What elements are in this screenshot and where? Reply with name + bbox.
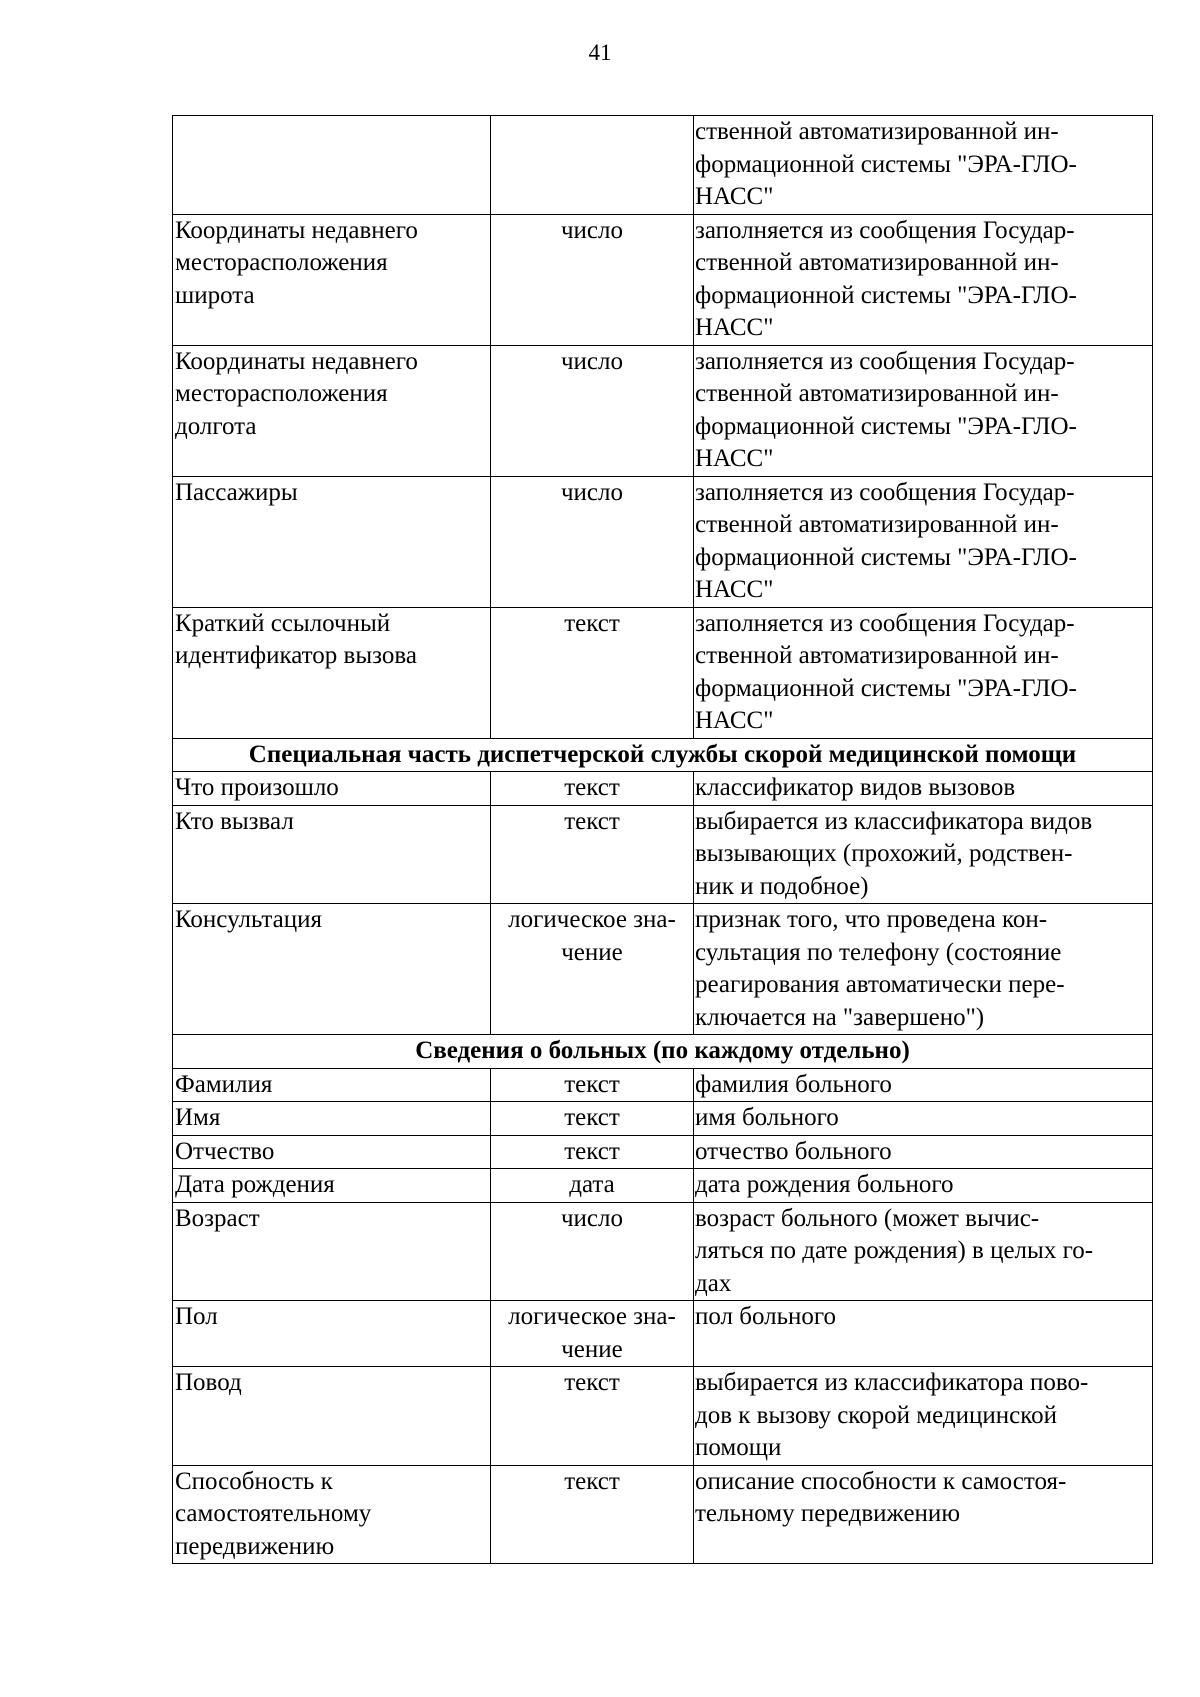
field-type-cell: текст [491, 1135, 694, 1169]
field-type-cell: число [491, 476, 694, 607]
field-type-cell: число [491, 214, 694, 345]
field-description-cell: заполняется из сообщения Государ- ственной автоматизированной ин- формационной системы "ЭРА-ГЛО- НАСС" [694, 345, 1153, 476]
field-name-cell: Имя [173, 1102, 491, 1136]
field-type-cell: текст [491, 1068, 694, 1102]
field-type-cell: текст [491, 805, 694, 904]
field-name-cell: Краткий ссылочный идентификатор вызова [173, 607, 491, 738]
table-row [173, 1202, 1153, 1301]
field-description-cell: дата рождения больного [694, 1169, 1153, 1203]
field-description-cell: фамилия больного [694, 1068, 1153, 1102]
page-number: 41 [588, 40, 612, 65]
table-row [173, 904, 1153, 1035]
table-row [173, 1169, 1153, 1203]
field-name-cell: Способность к самостоятельному передвижению [173, 1465, 491, 1564]
field-type-cell: дата [491, 1169, 694, 1203]
field-description-cell: заполняется из сообщения Государ- ственной автоматизированной ин- формационной системы "ЭРА-ГЛО- НАСС" [694, 607, 1153, 738]
field-type-cell: текст [491, 772, 694, 806]
table-row [173, 1367, 1153, 1466]
field-description-cell: ственной автоматизированной ин- формационной системы "ЭРА-ГЛО- НАСС" [694, 116, 1153, 215]
fields-table [172, 115, 1153, 1564]
field-name-cell: Повод [173, 1367, 491, 1466]
field-type-cell: текст [491, 1367, 694, 1466]
field-type-cell: текст [491, 1465, 694, 1564]
field-description-cell: классификатор видов вызовов [694, 772, 1153, 806]
field-type-cell: логическое зна- чение [491, 1301, 694, 1367]
field-description-cell: имя больного [694, 1102, 1153, 1136]
field-description-cell: пол больного [694, 1301, 1153, 1367]
field-name-cell: Что произошло [173, 772, 491, 806]
table-row [173, 1465, 1153, 1564]
field-name-cell: Координаты недавнего месторасположения широта [173, 214, 491, 345]
table-row [173, 1068, 1153, 1102]
field-description-cell: заполняется из сообщения Государ- ственной автоматизированной ин- формационной системы "ЭРА-ГЛО- НАСС" [694, 214, 1153, 345]
field-name-cell: Кто вызвал [173, 805, 491, 904]
table-row [173, 214, 1153, 345]
field-description-cell: возраст больного (может вычис- ляться по дате рождения) в целых го- дах [694, 1202, 1153, 1301]
field-description-cell: выбирается из классификатора пово- дов к вызову скорой медицинской помощи [694, 1367, 1153, 1466]
field-type-cell: текст [491, 1102, 694, 1136]
field-type-cell: текст [491, 607, 694, 738]
field-description-cell: признак того, что проведена кон- сультация по телефону (состояние реагирования автоматически пере- ключается на "завершено") [694, 904, 1153, 1035]
field-description-cell: отчество больного [694, 1135, 1153, 1169]
table-row [173, 1135, 1153, 1169]
field-type-cell: число [491, 345, 694, 476]
field-type-cell: логическое зна- чение [491, 904, 694, 1035]
field-name-cell: Фамилия [173, 1068, 491, 1102]
field-name-cell: Пол [173, 1301, 491, 1367]
field-name-cell [173, 116, 491, 215]
section-title: Специальная часть диспетчерской службы скорой медицинской помощи [173, 738, 1153, 772]
table-row [173, 1102, 1153, 1136]
section-header-row [173, 738, 1153, 772]
table-row [173, 607, 1153, 738]
table-row [173, 772, 1153, 806]
field-name-cell: Пассажиры [173, 476, 491, 607]
field-description-cell: выбирается из классификатора видов вызывающих (прохожий, родствен- ник и подобное) [694, 805, 1153, 904]
section-header-row [173, 1035, 1153, 1069]
field-description-cell: описание способности к самостоя- тельному передвижению [694, 1465, 1153, 1564]
table-row [173, 116, 1153, 215]
table-row [173, 476, 1153, 607]
field-name-cell: Координаты недавнего месторасположения долгота [173, 345, 491, 476]
field-type-cell: число [491, 1202, 694, 1301]
fields-table-body [173, 116, 1153, 1564]
field-name-cell: Дата рождения [173, 1169, 491, 1203]
field-type-cell [491, 116, 694, 215]
field-name-cell: Отчество [173, 1135, 491, 1169]
field-name-cell: Консультация [173, 904, 491, 1035]
section-title: Сведения о больных (по каждому отдельно) [173, 1035, 1153, 1069]
table-row [173, 1301, 1153, 1367]
table-row [173, 345, 1153, 476]
field-name-cell: Возраст [173, 1202, 491, 1301]
field-description-cell: заполняется из сообщения Государ- ственной автоматизированной ин- формационной системы "ЭРА-ГЛО- НАСС" [694, 476, 1153, 607]
table-row [173, 805, 1153, 904]
